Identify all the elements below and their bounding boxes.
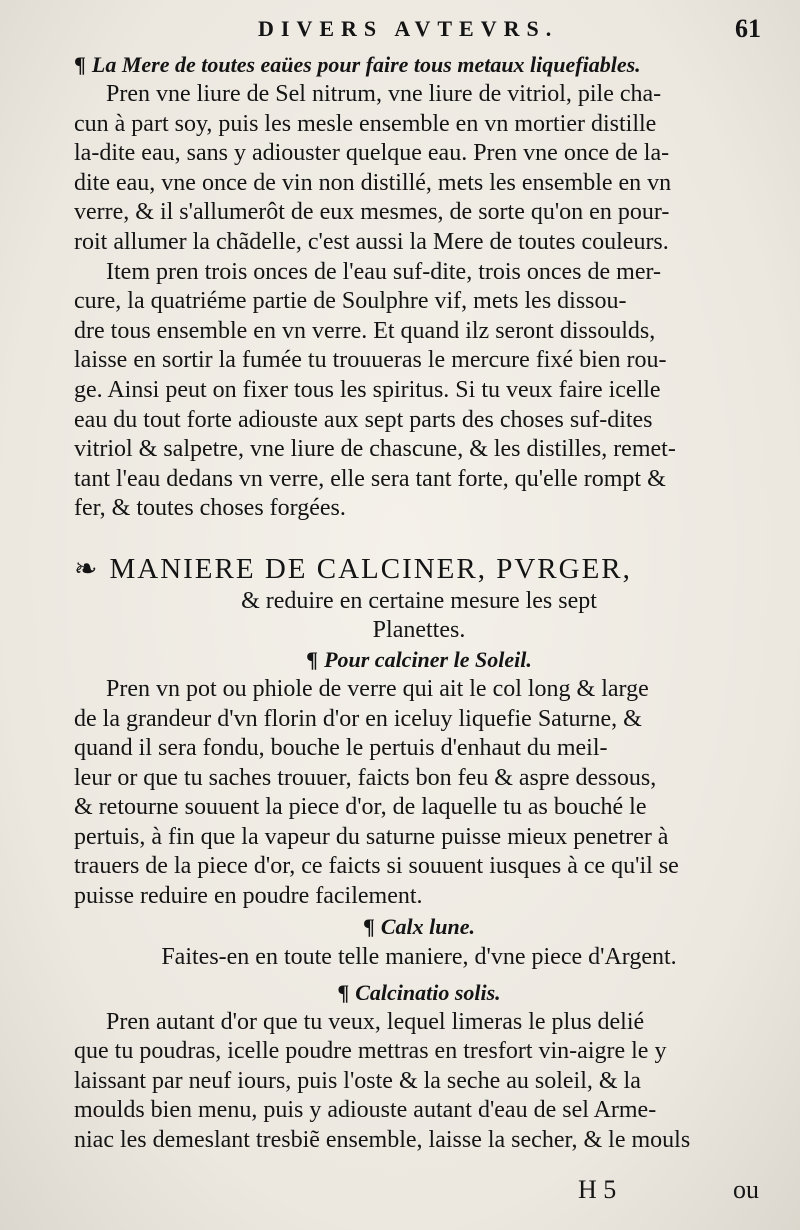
- text-line: leur or que tu saches trouuer, faicts bon feu & aspre dessous,: [74, 764, 657, 791]
- text-line: & retourne souuent la piece d'or, de laquelle tu as bouché le: [74, 794, 647, 821]
- page-header: [0, 14, 800, 48]
- recipe-title-soleil: [74, 645, 764, 675]
- recipe-title-solis: [74, 978, 764, 1008]
- page-footer: [0, 1175, 800, 1215]
- page-number: 61: [735, 14, 761, 43]
- running-head: DIVERS AVTEVRS.: [258, 16, 559, 41]
- recipe-title-text: Calx lune.: [380, 913, 476, 939]
- text-line: Item pren trois onces de l'eau suf-dite, trois onces de mer-: [106, 258, 661, 285]
- paragraph-lune: Faites-en en toute telle maniere, d'vne piece d'Argent.: [161, 943, 677, 970]
- text-line: Pren vn pot ou phiole de verre qui ait le col long & large: [106, 675, 649, 702]
- paragraph-solis: [74, 1008, 764, 1156]
- pilcrow-icon: ¶: [74, 52, 86, 77]
- pilcrow-icon: ¶: [306, 646, 319, 672]
- text-line: roit allumer la chãdelle, c'est aussi la Mere de toutes couleurs.: [74, 228, 669, 255]
- recipe-title-text: La Mere de toutes eaües pour faire tous metaux liquefiables.: [91, 52, 641, 77]
- text-line: laissant par neuf iours, puis l'oste & la seche au soleil, & la: [74, 1067, 641, 1094]
- catchword: ou: [733, 1175, 759, 1204]
- signature-mark: H 5: [578, 1175, 617, 1204]
- pilcrow-icon: ¶: [337, 979, 350, 1005]
- recipe-title-lune: [74, 912, 764, 942]
- text-line: ge. Ainsi peut on fixer tous les spiritus. Si tu veux faire icelle: [74, 376, 661, 403]
- paragraph-mere-2: [74, 258, 764, 524]
- heading-line-1: MANIERE DE CALCINER, PVRGER,: [109, 552, 632, 585]
- text-line: trauers de la piece d'or, ce faicts si souuent iusques à ce qu'il se: [74, 853, 679, 880]
- recipe-title-mere: [74, 50, 764, 80]
- page-body: [74, 50, 764, 1156]
- recipe-title-text: Pour calciner le Soleil.: [324, 646, 532, 672]
- text-line: laisse en sortir la fumée tu trouueras le mercure fixé bien rou-: [74, 347, 667, 374]
- paragraph-mere-1: [74, 80, 764, 258]
- heading-line-2: & reduire en certaine mesure les sept: [241, 587, 597, 614]
- text-line: vitriol & salpetre, vne liure de chascune, & les distilles, remet-: [74, 436, 676, 463]
- text-line: quand il sera fondu, bouche le pertuis d'enhaut du meil-: [74, 735, 608, 762]
- text-line: cun à part soy, puis les mesle ensemble en vn mortier distille: [74, 110, 657, 137]
- text-line: niac les demeslant tresbiẽ ensemble, laisse la secher, & le mouls: [74, 1127, 691, 1154]
- text-line: la-dite eau, sans y adiouster quelque eau. Pren vne once de la-: [74, 140, 670, 167]
- text-line: tant l'eau dedans vn verre, elle sera tant forte, qu'elle rompt &: [74, 465, 666, 492]
- text-line: eau du tout forte adiouste aux sept parts des choses suf-dites: [74, 406, 653, 433]
- text-line: fer, & toutes choses forgées.: [74, 495, 346, 522]
- text-line: dite eau, vne once de vin non distillé, mets les ensemble en vn: [74, 169, 672, 196]
- text-line: Pren vne liure de Sel nitrum, vne liure de vitriol, pile cha-: [106, 81, 662, 107]
- text-line: Pren autant d'or que tu veux, lequel limeras le plus delié: [106, 1008, 645, 1035]
- text-line: puisse reduire en poudre facilement.: [74, 883, 423, 910]
- text-line: cure, la quatriéme partie de Soulphre vif, mets les dissou-: [74, 288, 627, 315]
- recipe-title-text: Calcinatio solis.: [355, 979, 501, 1005]
- heading-line-3: Planettes.: [372, 616, 466, 643]
- text-line: moulds bien menu, puis y adiouste autant d'eau de sel Arme-: [74, 1097, 657, 1124]
- pilcrow-icon: ¶: [362, 913, 375, 939]
- text-line: que tu poudras, icelle poudre mettras en tresfort vin-aigre le y: [74, 1038, 667, 1065]
- paragraph-soleil: [74, 675, 764, 912]
- text-line: pertuis, à fin que la vapeur du saturne puisse mieux penetrer à: [74, 823, 669, 850]
- fleuron-icon: ❧: [74, 553, 100, 585]
- text-line: de la grandeur d'vn florin d'or en iceluy liquefie Saturne, &: [74, 705, 642, 732]
- text-line: verre, & il s'allumerôt de eux mesmes, de sorte qu'on en pour-: [74, 199, 670, 226]
- section-heading-maniere: [74, 552, 764, 587]
- text-line: dre tous ensemble en vn verre. Et quand ilz seront dissoulds,: [74, 317, 656, 344]
